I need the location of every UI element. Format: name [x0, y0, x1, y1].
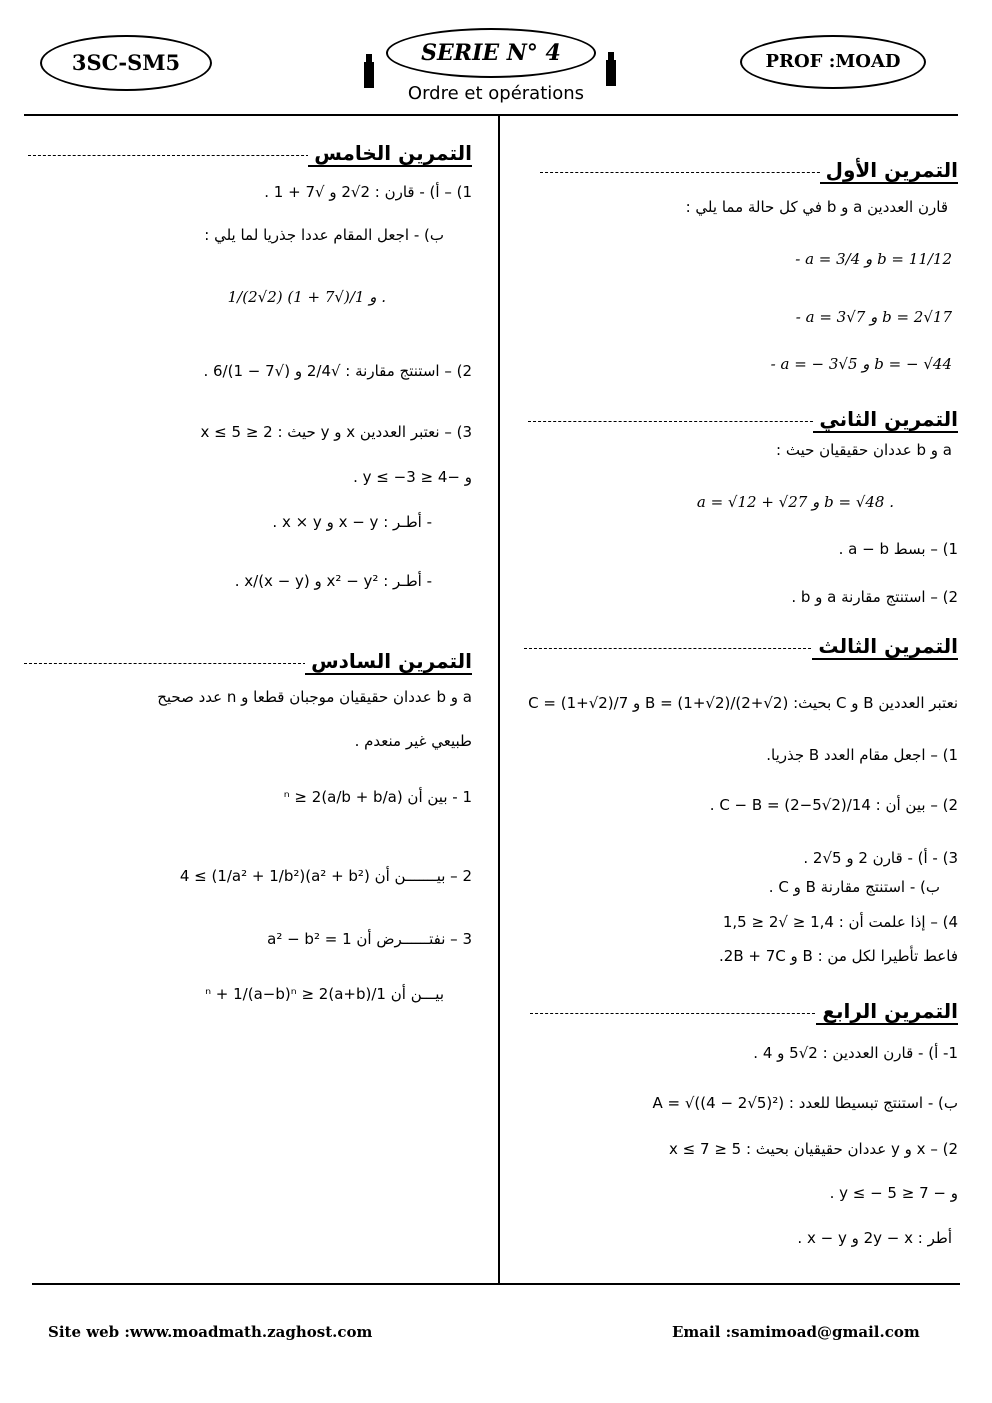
exercise-4-q2: 2) – x و y عددان حقيقيان بحيث : 5 ≤ x ≤ 7: [669, 1140, 958, 1158]
exercise-3-q3b: ب) - استنتج مقارنة B و C .: [768, 878, 940, 896]
exercise-4-q2c: أطر : 2y − x و x − y .: [797, 1229, 952, 1247]
title-rule: [524, 648, 816, 649]
exercise-3-intro: نعتبر العددين B و C بحيث: B = (1+√2)/(2+√2) و C = (1+√2)/7: [528, 694, 958, 712]
exercise-2-title: التمرين الثاني: [813, 407, 958, 431]
exercise-5-q3c: - أطـر : x − y و x × y .: [272, 513, 432, 531]
title-rule: [530, 1013, 820, 1014]
prof-label: PROF :MOAD: [740, 35, 926, 89]
column-divider: [498, 116, 500, 1284]
footer-rule: [32, 1283, 960, 1285]
exercise-2-q1: 1) – بسط a − b .: [838, 540, 958, 558]
footer-site: Site web :www.moadmath.zaghost.com: [48, 1323, 373, 1341]
exercise-4-q1a: 1- أ) - قارن العددين : 2√5 و 4 .: [753, 1044, 958, 1062]
exercise-5-q2: 2) – استنتج مقارنة : √2/4 و (√7 − 1)/6 .: [203, 362, 472, 380]
footer-email: Email :samimoad@gmail.com: [672, 1323, 920, 1341]
exercise-3-q3a: 3) - أ) - قارن 2 و 5√2 .: [803, 849, 958, 867]
class-label: 3SC-SM5: [40, 35, 212, 91]
exercise-4-q1b: ب) - استنتج تبسيطا للعدد : A = √((4 − 2√5)²): [652, 1094, 958, 1112]
exercise-3-q4: 4) – إذا علمت أن : 1,4 ≤ √2 ≤ 1,5: [722, 913, 958, 931]
title-rule: [24, 663, 306, 664]
exercise-1-item-2: - a = 3√7 و b = 2√17: [795, 308, 952, 326]
header-rule: [24, 114, 958, 116]
exercise-4-title: التمرين الرابع: [816, 999, 958, 1023]
exercise-6-title: التمرين السادس: [305, 649, 472, 673]
exercise-3-q2: 2) – بين أن : C − B = (2−5√2)/14 .: [709, 796, 958, 814]
title-rule: [528, 421, 818, 422]
exercise-1-intro: قارن العددين a و b في كل حالة مما يلي :: [685, 198, 948, 216]
exercise-6-q3b: بيـــن أن 1/(a+b)ⁿ + 1/(a−b)ⁿ ≥ 2: [205, 985, 444, 1003]
page-subtitle: Ordre et opérations: [407, 83, 585, 104]
exercise-3-q1: 1) – اجعل مقام العدد B جذريا.: [766, 746, 958, 764]
series-title: SERIE N° 4: [386, 28, 596, 78]
exercise-1-item-3: - a = − 3√5 و b = − √44: [770, 355, 952, 373]
exercise-6-intro1: a و b عددان حقيقيان موجبان قطعا و n عدد صحيح: [157, 688, 472, 706]
exercise-6-q2: 2 – بيـــــــن أن (a² + b²)(1/a² + 1/b²) ≥ 4: [179, 867, 472, 885]
exercise-5-q1b: ب) - اجعل المقام عددا جذريا لما يلي :: [204, 226, 444, 244]
exercise-2-intro: a و b عددان حقيقيان حيث :: [776, 441, 952, 459]
exercise-5-q1a: 1) – أ) - قارن : 2√2 و √7 + 1 .: [264, 183, 472, 201]
exercise-5-q3d: - أطـر : x² − y² و (x − y)/x .: [234, 572, 432, 590]
exercise-5-q1c: 1/(2√2) و 1/(√7 + 1) .: [227, 288, 386, 306]
exercise-5-q3b: و −4 ≤ y ≤ −3 .: [353, 468, 472, 486]
exercise-2-def: a = √12 + √27 و b = √48 .: [696, 493, 894, 511]
exercise-6-q3: 3 – نفتــــــرض أن a² − b² = 1: [267, 930, 472, 948]
title-rule: [540, 172, 830, 173]
exercise-5-q3: 3) – نعتبر العددين x و y حيث : 2 ≤ x ≤ 5: [200, 423, 472, 441]
exercise-1-item-1: - a = 3/4 و b = 11/12: [795, 250, 952, 268]
exercise-2-q2: 2) – استنتج مقارنة a و b .: [791, 588, 958, 606]
exercise-6-intro2: طبيعي غير منعدم .: [354, 732, 472, 750]
exercise-4-q2b: و − 7 ≤ y ≤ − 5 .: [829, 1184, 958, 1202]
exercise-1-title: التمرين الأول: [820, 158, 958, 182]
exercise-6-q1: 1 - بين أن (a/b + b/a)ⁿ ≥ 2: [283, 788, 472, 806]
exercise-5-title: التمرين الخامس: [308, 141, 472, 165]
title-rule: [28, 155, 314, 156]
exercise-3-title: التمرين الثالث: [812, 634, 958, 658]
exercise-3-q4b: فاعط تأطيرا لكل من : B و 2B + 7C.: [719, 947, 958, 965]
